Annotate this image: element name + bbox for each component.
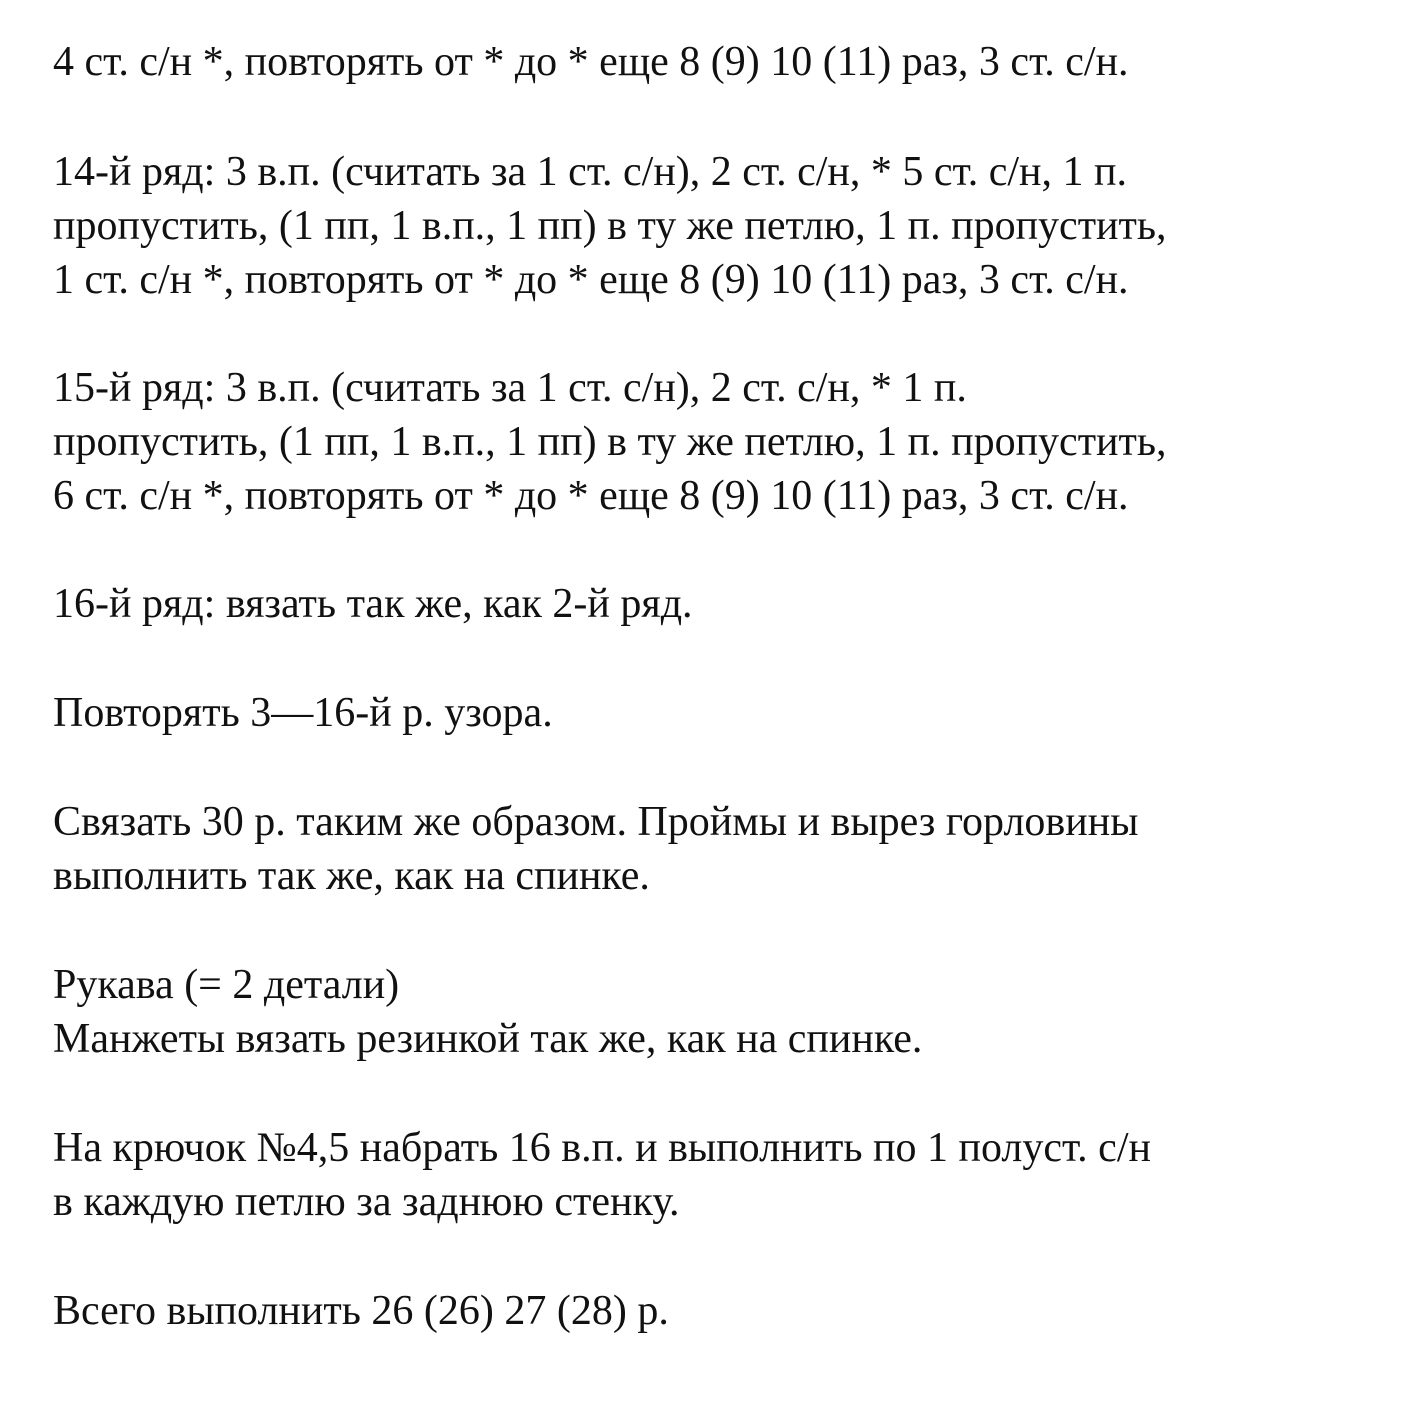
text-line: Связать 30 р. таким же образом. Проймы и вырез горловины <box>53 799 1139 845</box>
text-line: в каждую петлю за заднюю стенку. <box>53 1179 680 1225</box>
text-line: На крючок №4,5 набрать 16 в.п. и выполнить по 1 полуст. с/н <box>53 1125 1151 1171</box>
text-line: пропустить, (1 пп, 1 в.п., 1 пп) в ту же петлю, 1 п. пропустить, <box>53 203 1167 249</box>
text-line: 1 ст. с/н *, повторять от * до * еще 8 (9) 10 (11) раз, 3 ст. с/н. <box>53 257 1129 303</box>
text-line: пропустить, (1 пп, 1 в.п., 1 пп) в ту же петлю, 1 п. пропустить, <box>53 419 1167 465</box>
text-line: 4 ст. с/н *, повторять от * до * еще 8 (9) 10 (11) раз, 3 ст. с/н. <box>53 39 1129 85</box>
text-line: Всего выполнить 26 (26) 27 (28) р. <box>53 1288 669 1334</box>
text-line: Манжеты вязать резинкой так же, как на спинке. <box>53 1016 923 1062</box>
text-line: Рукава (= 2 детали) <box>53 962 400 1008</box>
text-line: 14-й ряд: 3 в.п. (считать за 1 ст. с/н), 2 ст. с/н, * 5 ст. с/н, 1 п. <box>53 149 1128 195</box>
text-line: Повторять 3—16-й р. узора. <box>53 690 553 736</box>
text-line: 16-й ряд: вязать так же, как 2-й ряд. <box>53 581 693 627</box>
text-line: 6 ст. с/н *, повторять от * до * еще 8 (9) 10 (11) раз, 3 ст. с/н. <box>53 473 1129 519</box>
text-line: выполнить так же, как на спинке. <box>53 853 650 899</box>
text-line: 15-й ряд: 3 в.п. (считать за 1 ст. с/н), 2 ст. с/н, * 1 п. <box>53 365 967 411</box>
